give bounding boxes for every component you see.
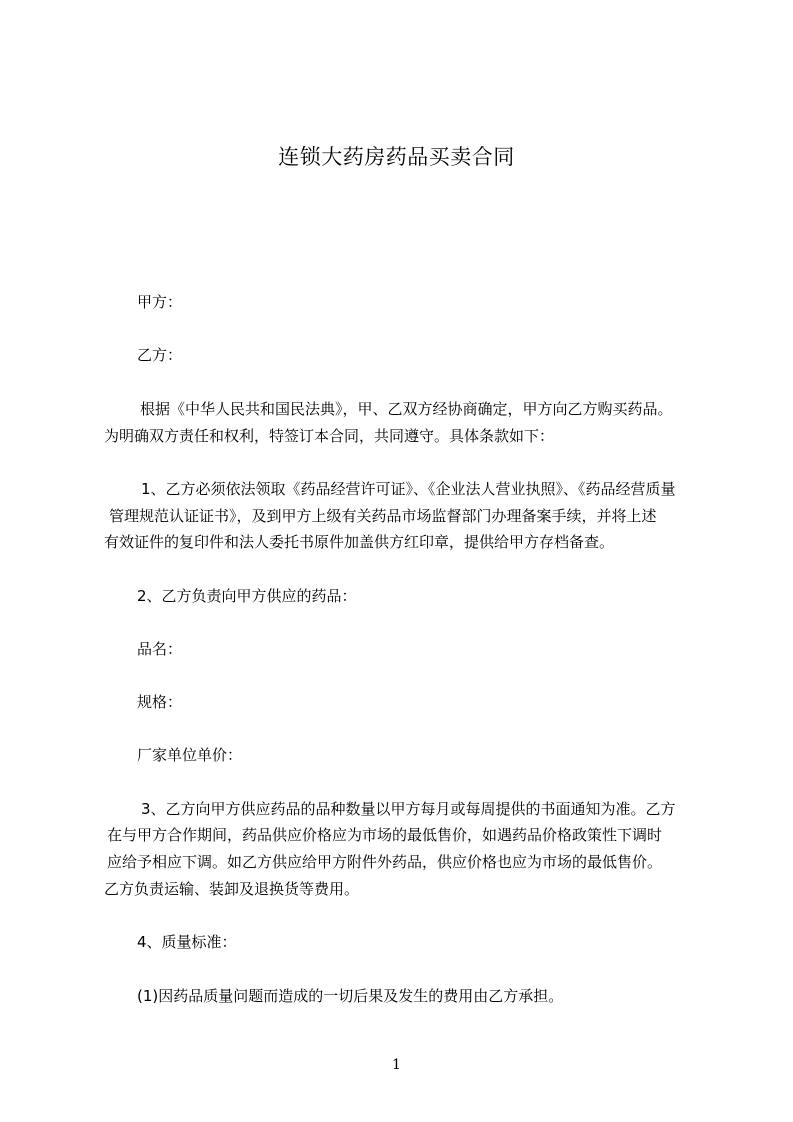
page-number: 1 [392,1057,401,1073]
clause-4-item-1: (1)因药品质量问题而造成的一切后果及发生的费用由乙方承担。 [137,987,564,1005]
clause-3-line: 乙方负责运输、装卸及退换货等费用。 [104,880,360,898]
clause-3-line: 在与甲方合作期间，药品供应价格应为市场的最低售价，如遇药品价格政策性下调时 [107,826,663,844]
party-b-label: 乙方： [137,346,183,364]
product-name-label: 品名： [137,640,183,658]
intro-line: 为明确双方责任和权利，特签订本合同，共同遵守。具体条款如下： [104,427,555,445]
specification-label: 规格： [137,693,183,711]
intro-line: 根据《中华人民共和国民法典》，甲、乙双方经协商确定，甲方向乙方购买药品。 [140,400,673,418]
manufacturer-unit-price-label: 厂家单位单价： [137,746,243,764]
party-a-label: 甲方： [137,293,183,311]
clause-3-line: 应给予相应下调。如乙方供应给甲方附件外药品，供应价格也应为市场的最低售价。 [107,853,663,871]
clause-1-line: 1、乙方必须依法领取《药品经营许可证》、《企业法人营业执照》、《药品经营质量 [141,480,676,498]
clause-4-heading: 4、质量标准： [137,933,237,951]
document-title: 连锁大药房药品买卖合同 [278,145,515,169]
clause-2: 2、乙方负责向甲方供应的药品： [137,587,357,605]
clause-3-line: 3、乙方向甲方供应药品的品种数量以甲方每月或每周提供的书面通知为准。乙方 [141,800,676,818]
clause-1-line: 有效证件的复印件和法人委托书原件加盖供方红印章，提供给甲方存档备查。 [104,533,615,551]
clause-1-line: 管理规范认证证书》，及到甲方上级有关药品市场监督部门办理备案手续，并将上述 [109,507,657,525]
